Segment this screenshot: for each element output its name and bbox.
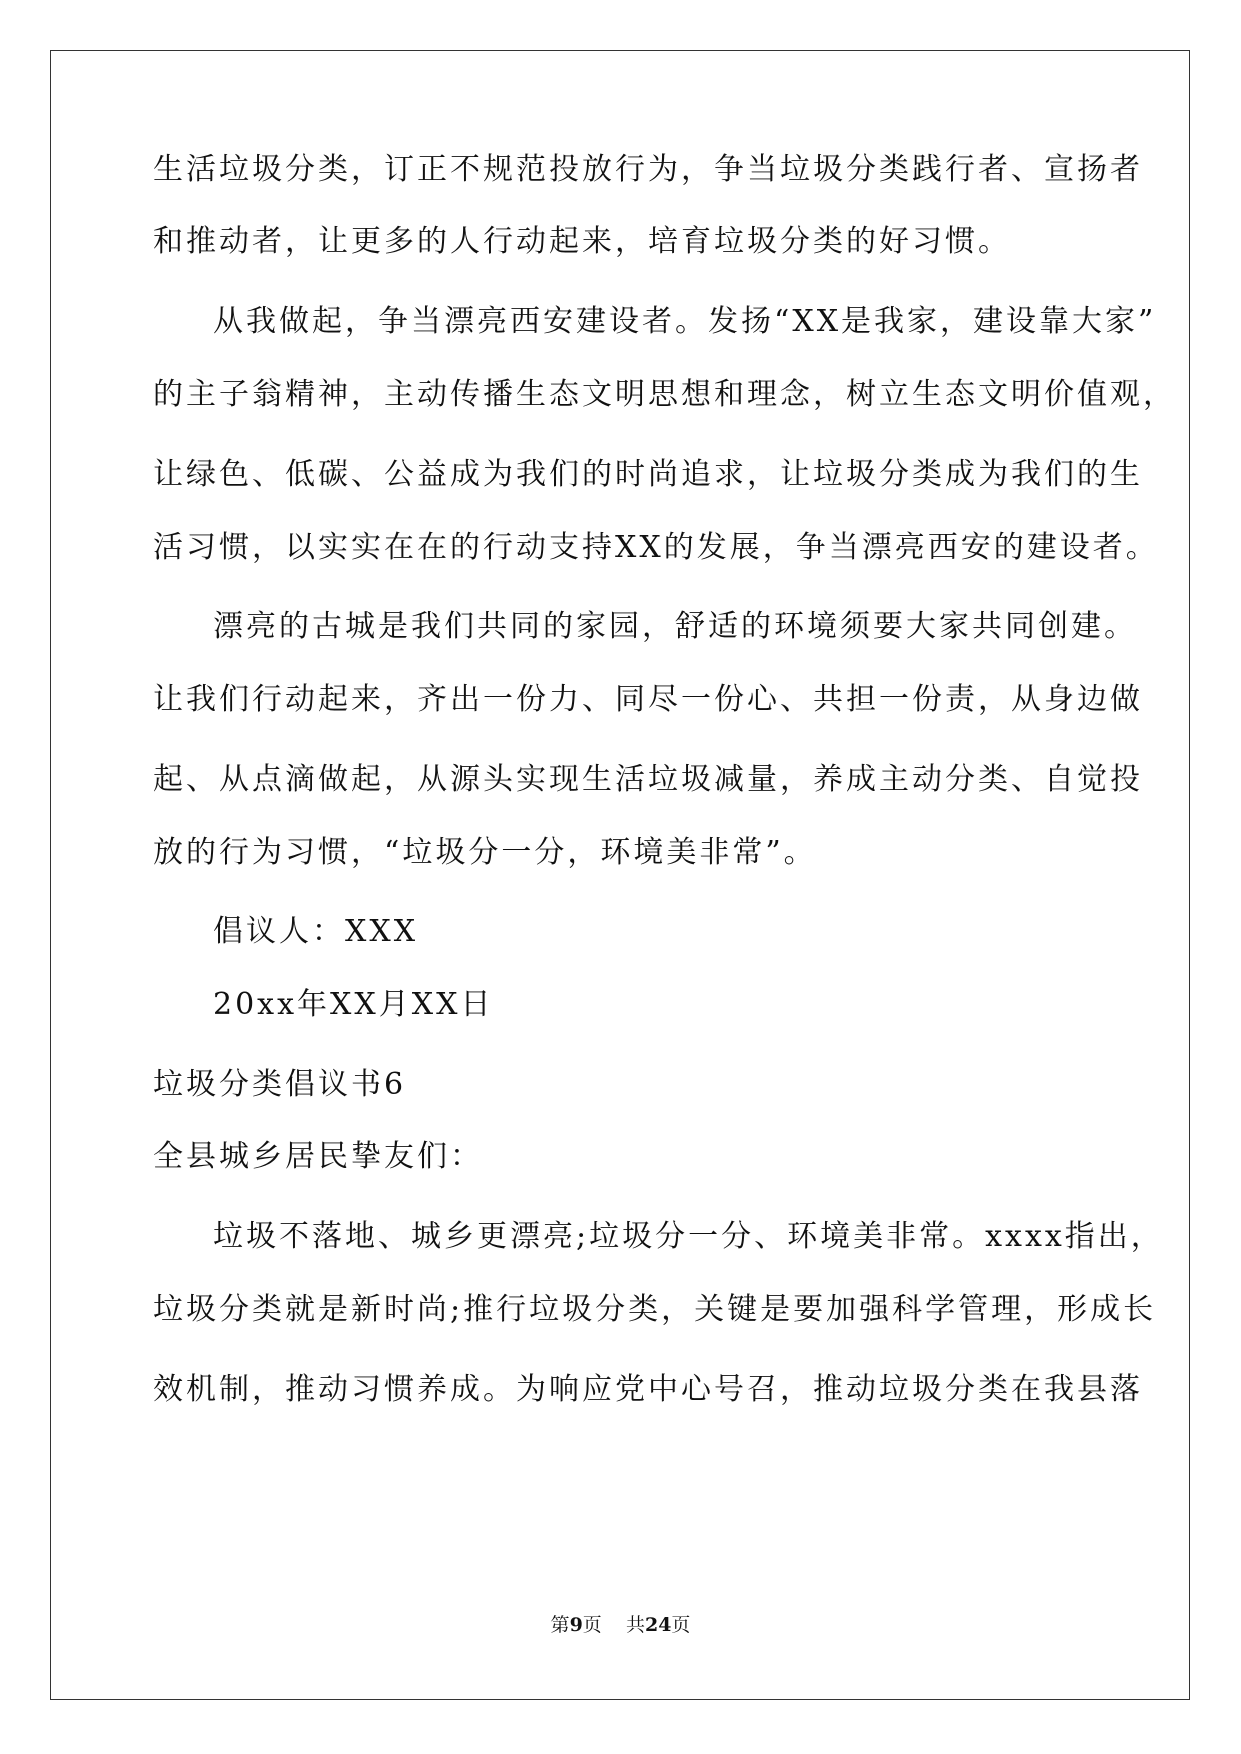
page-footer <box>0 1610 1241 1637</box>
page-border <box>50 50 1190 1700</box>
section-title: 垃圾分类倡议书6 <box>153 1067 407 1102</box>
text-line: 起、从点滴做起，从源头实现生活垃圾减量，养成主动分类、自觉投 <box>153 762 1143 797</box>
footer-middle: 页 共 <box>582 1614 645 1636</box>
paragraph-start-line: 漂亮的古城是我们共同的家园，舒适的环境须要大家共同创建。 <box>213 609 1137 644</box>
total-page-count: 24 <box>644 1614 672 1636</box>
text-line: 的主子翁精神，主动传播生态文明思想和理念，树立生态文明价值观， <box>153 377 1176 412</box>
text-line: 让我们行动起来，齐出一份力、同尽一份心、共担一份责，从身边做 <box>153 682 1143 717</box>
text-line: 和推动者，让更多的人行动起来，培育垃圾分类的好习惯。 <box>153 224 1011 259</box>
date-line: 20xx年XX月XX日 <box>213 987 494 1022</box>
text-line: 让绿色、低碳、公益成为我们的时尚追求，让垃圾分类成为我们的生 <box>153 457 1143 492</box>
text-line: 效机制，推动习惯养成。为响应党中心号召，推动垃圾分类在我县落 <box>153 1372 1143 1407</box>
text-line: 活习惯，以实实在在的行动支持XX的发展，争当漂亮西安的建设者。 <box>153 530 1159 565</box>
paragraph-start-line: 垃圾不落地、城乡更漂亮;垃圾分一分、环境美非常。xxxx指出， <box>213 1219 1164 1254</box>
footer-suffix: 页 <box>671 1614 691 1636</box>
footer-prefix: 第 <box>550 1614 570 1636</box>
paragraph-start-line: 从我做起，争当漂亮西安建设者。发扬“XX是我家，建设靠大家” <box>213 304 1157 339</box>
salutation-line: 全县城乡居民挚友们： <box>153 1139 483 1174</box>
signatory-line: 倡议人：XXX <box>213 914 419 949</box>
text-line: 放的行为习惯，“垃圾分一分，环境美非常”。 <box>153 835 817 870</box>
text-line: 垃圾分类就是新时尚;推行垃圾分类，关键是要加强科学管理，形成长 <box>153 1292 1157 1327</box>
text-line: 生活垃圾分类，订正不规范投放行为，争当垃圾分类践行者、宣扬者 <box>153 152 1143 187</box>
current-page-number: 9 <box>569 1614 583 1636</box>
